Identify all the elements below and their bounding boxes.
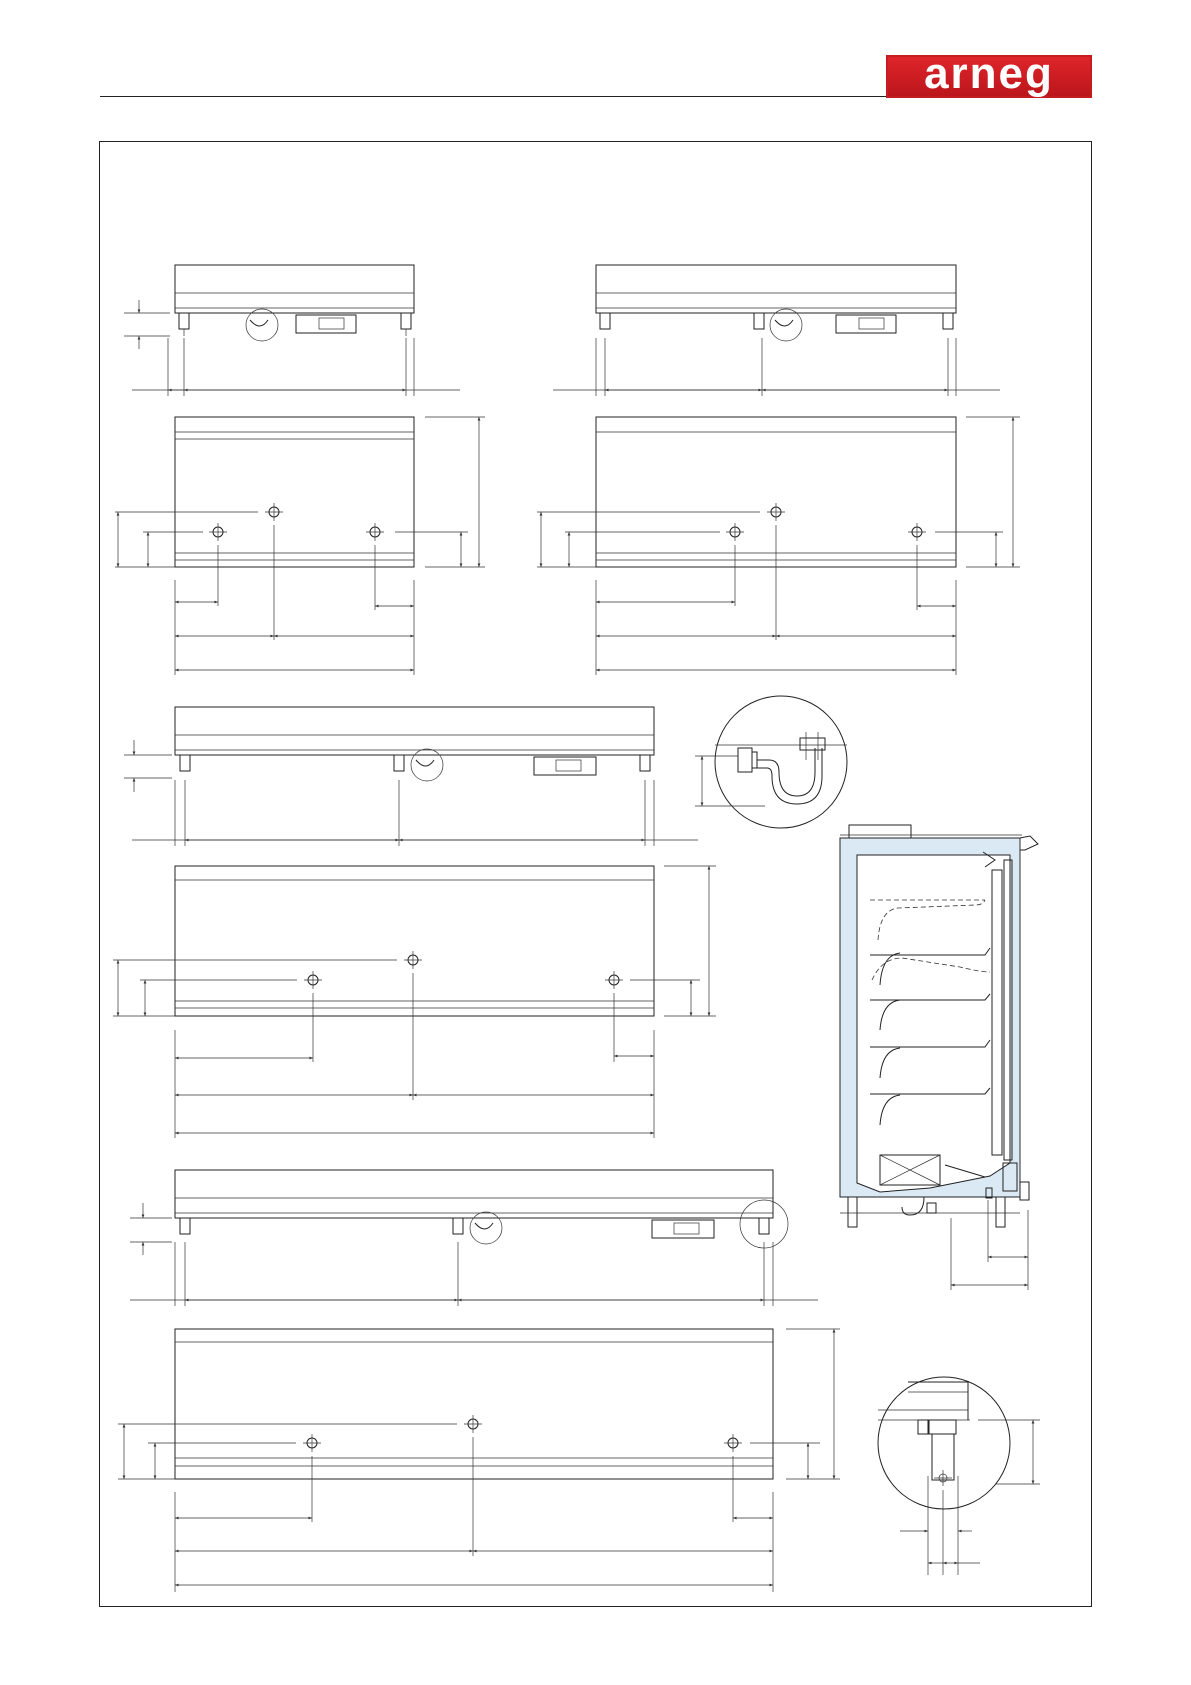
unit-4-plan-view <box>118 1329 840 1592</box>
hole-marker <box>209 523 227 541</box>
unit-1-plan-view <box>115 417 485 675</box>
hole-marker <box>366 523 384 541</box>
hole-marker <box>605 971 623 989</box>
hole-marker <box>404 951 422 969</box>
hole-marker <box>724 1434 742 1452</box>
cabinet-cross-section <box>840 825 1038 1290</box>
hole-marker <box>464 1415 482 1433</box>
unit-2-front-view <box>553 265 1000 396</box>
foot-detail <box>878 1377 1040 1575</box>
hole-marker <box>726 523 744 541</box>
unit-3-plan-view <box>113 866 716 1138</box>
brand-logo-text: arneg <box>924 49 1054 98</box>
unit-3-front-view <box>124 707 698 846</box>
drain-siphon-detail <box>695 696 847 828</box>
hole-marker <box>304 971 322 989</box>
unit-4-front-view <box>130 1170 818 1306</box>
hole-marker <box>908 523 926 541</box>
unit-1-front-view <box>124 265 460 396</box>
unit-2-plan-view <box>537 417 1020 675</box>
hole-marker <box>303 1434 321 1452</box>
hole-marker <box>265 503 283 521</box>
hole-marker <box>767 503 785 521</box>
